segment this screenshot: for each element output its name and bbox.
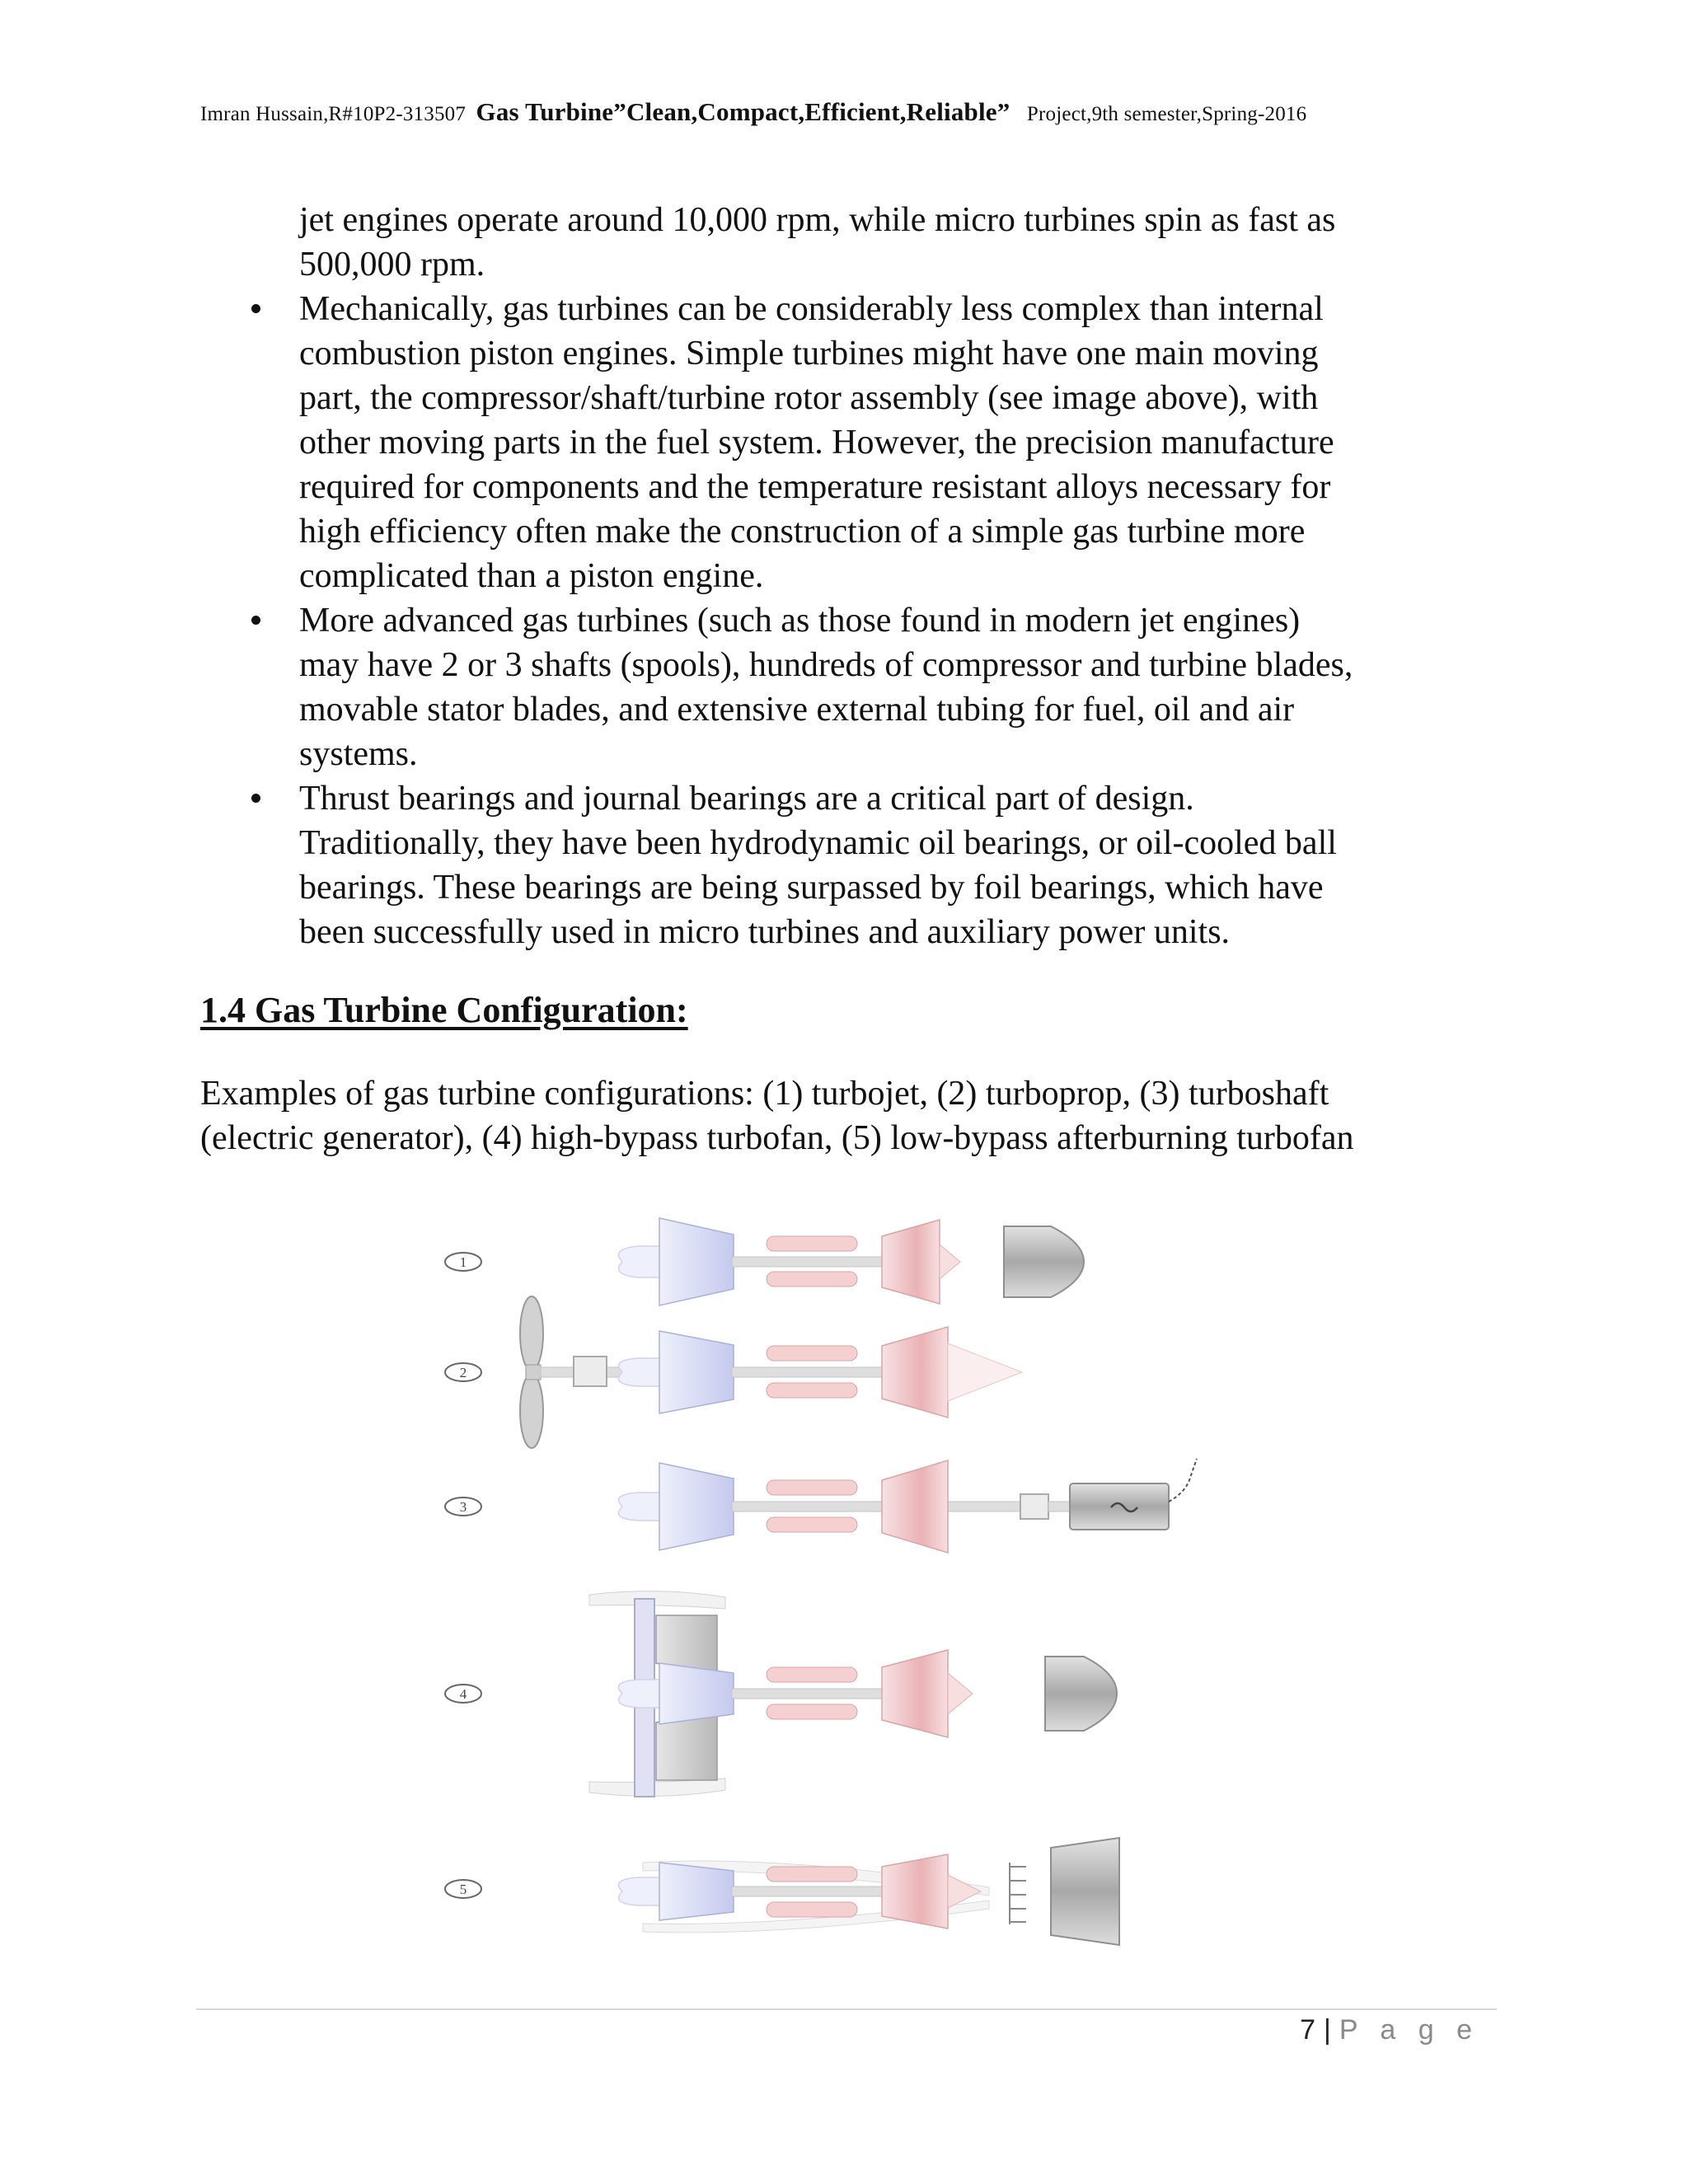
list-item-continuation: [200, 198, 1486, 287]
config-label-2: [445, 1363, 481, 1381]
config-label-text: 1: [459, 1254, 467, 1270]
turboprop-diagram: [520, 1296, 1022, 1448]
config-label-1: [445, 1253, 481, 1271]
config-label-text: 5: [459, 1882, 467, 1897]
low-bypass-afterburning-turbofan-diagram: [619, 1838, 1120, 1945]
page-footer: [1300, 2014, 1479, 2046]
config-label-text: 4: [459, 1686, 467, 1702]
text-line: required for components and the temperature resistant alloys necessary for: [299, 468, 1331, 506]
page-number: 7: [1300, 2014, 1316, 2046]
section-heading: 1.4 Gas Turbine Configuration:: [200, 990, 688, 1030]
text-line: complicated than a piston engine.: [299, 557, 764, 595]
text-line: jet engines operate around 10,000 rpm, while micro turbines spin as fast as: [299, 201, 1336, 239]
text-line: systems.: [299, 735, 418, 773]
bullet-icon: [251, 794, 260, 803]
bullet-icon: [251, 616, 260, 625]
engine-configurations-figure: [412, 1212, 1319, 1970]
list-item: [200, 776, 1486, 954]
high-bypass-turbofan-diagram: [589, 1591, 1117, 1797]
config-label-text: 2: [459, 1365, 467, 1380]
running-header: [200, 97, 1486, 127]
header-project: Project,9th semester,Spring-2016: [1026, 103, 1307, 125]
config-label-5: [445, 1880, 481, 1898]
text-line: Examples of gas turbine configurations: (1) turbojet, (2) turboprop, (3) turboshaft: [200, 1075, 1329, 1113]
text-line: been successfully used in micro turbines and auxiliary power units.: [299, 913, 1231, 951]
config-label-text: 3: [459, 1499, 467, 1515]
afterburner-ring: [1010, 1863, 1026, 1924]
config-label-3: [445, 1497, 481, 1516]
text-line: movable stator blades, and extensive external tubing for fuel, oil and air: [299, 691, 1295, 729]
text-line: 500,000 rpm.: [299, 246, 485, 284]
text-line: bearings. These bearings are being surpassed by foil bearings, which have: [299, 869, 1324, 907]
text-line: Traditionally, they have been hydrodynamic oil bearings, or oil-cooled ball: [299, 824, 1337, 862]
bullet-list: [200, 198, 1486, 954]
text-line: other moving parts in the fuel system. However, the precision manufacture: [299, 424, 1334, 462]
turboshaft-diagram: [619, 1459, 1198, 1553]
text-line: part, the compressor/shaft/turbine rotor assembly (see image above), with: [299, 379, 1319, 417]
footer-divider: [196, 2008, 1497, 2010]
turbojet-diagram: [619, 1218, 1085, 1305]
text-line: Thrust bearings and journal bearings are a critical part of design.: [299, 780, 1194, 818]
footer-separator: |: [1324, 2014, 1331, 2046]
list-item: [200, 598, 1486, 776]
page-label: P a g e: [1339, 2014, 1479, 2046]
text-line: More advanced gas turbines (such as those found in modern jet engines): [299, 602, 1301, 640]
text-line: Mechanically, gas turbines can be considerably less complex than internal: [299, 290, 1324, 328]
text-line: may have 2 or 3 shafts (spools), hundreds of compressor and turbine blades,: [299, 646, 1353, 684]
header-title: Gas Turbine”Clean,Compact,Efficient,Reliable”: [476, 97, 1010, 126]
config-label-4: [445, 1685, 481, 1703]
text-line: high efficiency often make the construction of a simple gas turbine more: [299, 513, 1306, 551]
text-line: (electric generator), (4) high-bypass turbofan, (5) low-bypass afterburning turbofan: [200, 1119, 1354, 1157]
header-author: Imran Hussain,R#10P2-313507: [200, 103, 467, 125]
text-line: combustion piston engines. Simple turbines might have one main moving: [299, 335, 1319, 373]
body-paragraph: [200, 1071, 1503, 1160]
list-item: [200, 287, 1486, 598]
bullet-icon: [251, 304, 260, 313]
